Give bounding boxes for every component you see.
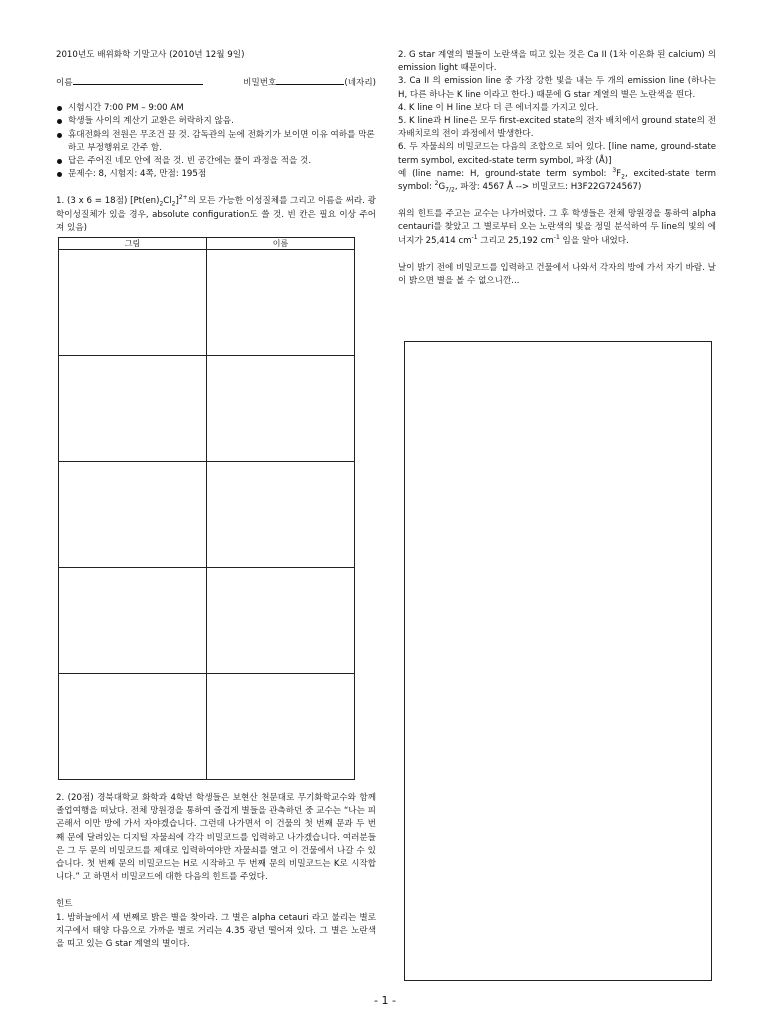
bullet-icon bbox=[57, 159, 62, 164]
exam-rules-list bbox=[56, 102, 376, 181]
student-info-row bbox=[56, 74, 376, 88]
hint-1: 1. 밤하늘에서 세 번째로 밝은 별을 찾아라. 그 별은 alpha cetauri 라고 불리는 별로 지구에서 태양 다음으로 가까운 별로 거리는 4.35 광년 떨어져 있다. 그 별은 노란색을 띠고 있는 G star 계열의 별이다. bbox=[56, 912, 376, 950]
question-1: 1. (3 x 6 = 18점) $[Pt(en)_2Cl_2]^{2+}$의 모든 가능한 이성질체를 그리고 이름을 써라. 광학이성질체가 있을 경우, absolute configuration도 쓸 것. 빈 칸은 필요 이상 주어져 있음) bbox=[56, 194, 376, 233]
isomer-answer-table bbox=[58, 237, 355, 780]
code-example: 예 (line name: H, ground-state term symbol: $^3F_2$, excited-state term symbol: $^2G_{7/2}$, 파장: 4567 Å --> 비밀코드: H3F22G724567) bbox=[398, 166, 716, 194]
right-column bbox=[398, 49, 716, 288]
answer-box[interactable] bbox=[404, 341, 712, 981]
drawing-cell[interactable] bbox=[59, 568, 207, 674]
name-field[interactable]: 이름 bbox=[56, 74, 203, 88]
drawing-cell[interactable] bbox=[59, 250, 207, 356]
hint-5: 5. K line과 H line은 모두 first-excited state의 전자 배치에서 ground state의 전자배치로의 전이 과정에서 발생한다. bbox=[398, 116, 716, 140]
bullet-icon bbox=[57, 133, 62, 138]
table-row bbox=[59, 568, 355, 674]
bullet-icon bbox=[57, 119, 62, 124]
hint-title: 힌트 bbox=[56, 899, 73, 910]
drawing-cell[interactable] bbox=[59, 356, 207, 462]
rule-item: 시험시간 7:00 PM – 9:00 AM bbox=[56, 102, 376, 115]
bullet-icon bbox=[57, 106, 62, 111]
table-row bbox=[59, 356, 355, 462]
table-row bbox=[59, 250, 355, 356]
question-2: 2. (20점) 경북대학교 화학과 4학년 학생들은 보현산 천문대로 무기화학교수와 함께 졸업여행을 떠났다. 전체 망원경을 통하여 즐겁게 별들을 관측하던 중 교수는 “나는 피곤해서 이만 방에 가서 자야겠습니다. 그런데 나가면서 이 건물의 첫 번째 문과 두 번째 문에 달려있는 디지털 자물쇠에 각각 비밀코드를 입력하고 나가겠습니다. 여러분들은 그 두 문의 비밀코드를 제대로 입력하여야만 자물쇠를 열고 이 건물에서 나갈 수 있습니다. 첫 번째 문의 비밀코드는 H로 시작하고 두 번째 문의 비밀코드는 K로 시작합니다.” 고 하면서 비밀코드에 대한 다음의 힌트를 주었다. bbox=[56, 793, 376, 883]
name-cell[interactable] bbox=[207, 462, 355, 568]
drawing-cell[interactable] bbox=[59, 462, 207, 568]
hint-6: 6. 두 자물쇠의 비밀코드는 다음의 조합으로 되어 있다. [line name, ground-state term symbol, excited-state term symbol, 파장 (Å)] bbox=[398, 142, 716, 166]
page-number: - 1 - bbox=[374, 994, 396, 1007]
bullet-icon bbox=[57, 172, 62, 177]
rule-item: 문제수: 8, 시험지: 4쪽, 만점: 195점 bbox=[56, 168, 376, 181]
story-paragraph: 위의 힌트를 주고는 교수는 나가버렸다. 그 후 학생들은 전체 망원경을 통하여 alpha centauri를 찾았고 그 별로부터 오는 노란색의 빛을 정밀 분석하여 두 line의 빛의 에너지가 25,414 $cm^{-1}$ 그리고 25,192 $cm^{-1}$ 임을 알아 내었다. bbox=[398, 209, 716, 246]
password-field[interactable]: 비밀번호 (네자리) bbox=[243, 74, 376, 88]
column-header-name: 이름 bbox=[207, 238, 355, 250]
hint-3: 3. Ca II 의 emission line 중 가장 강한 빛을 내는 두 개의 emission line (하나는 H, 다른 하나는 K line 이라고 한다.) 때문에 G star 계열의 별은 노란색을 띈다. bbox=[398, 76, 716, 100]
name-cell[interactable] bbox=[207, 250, 355, 356]
rule-item: 답은 주어진 네모 안에 적을 것. 빈 공간에는 풀이 과정을 적을 것. bbox=[56, 155, 376, 168]
closing-paragraph: 날이 밝기 전에 비밀코드를 입력하고 건물에서 나와서 각자의 방에 가서 자기 바람. 날이 밝으면 별을 볼 수 없으니깐... bbox=[398, 262, 716, 287]
left-column bbox=[56, 49, 376, 951]
rule-item: 휴대전화의 전원은 무조건 끌 것. 감독관의 눈에 전화기가 보이면 이유 여하를 막론하고 부정행위로 간주 함. bbox=[56, 129, 376, 155]
rule-item: 학생들 사이의 계산기 교환은 허락하지 않음. bbox=[56, 115, 376, 128]
hint-2: 2. G star 계열의 별들이 노란색을 띠고 있는 것은 Ca II (1차 이온화 된 calcium) 의 emission light 때문이다. bbox=[398, 50, 716, 74]
hint-4: 4. K line 이 H line 보다 더 큰 에너지를 가지고 있다. bbox=[398, 102, 599, 113]
table-row bbox=[59, 462, 355, 568]
exam-title: 2010년도 배위화학 기말고사 (2010년 12월 9일) bbox=[56, 50, 245, 60]
name-cell[interactable] bbox=[207, 568, 355, 674]
drawing-cell[interactable] bbox=[59, 674, 207, 780]
table-row bbox=[59, 674, 355, 780]
name-cell[interactable] bbox=[207, 674, 355, 780]
column-header-drawing: 그림 bbox=[59, 238, 207, 250]
name-cell[interactable] bbox=[207, 356, 355, 462]
